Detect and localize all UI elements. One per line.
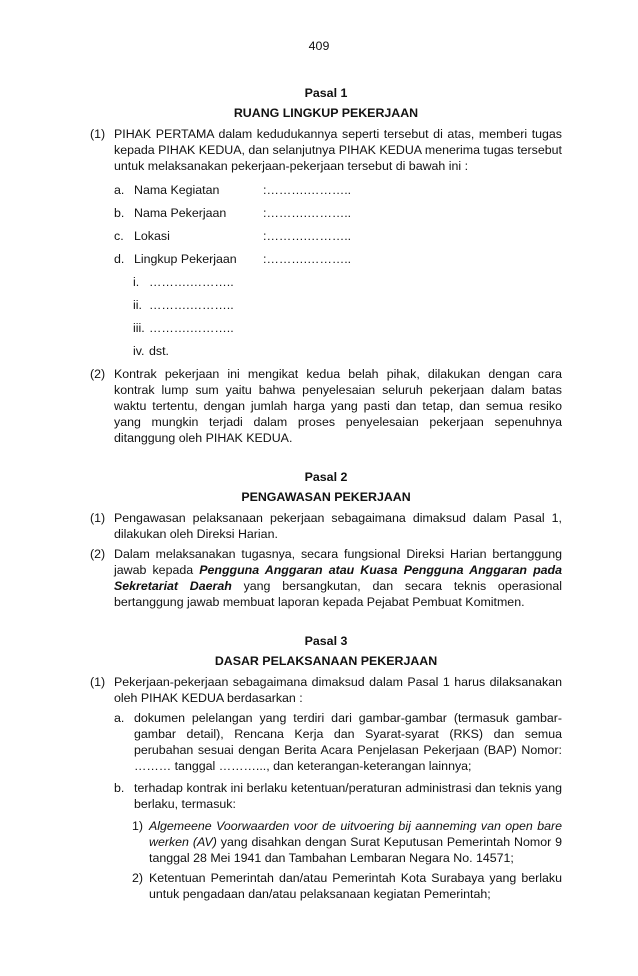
list-item — [90, 205, 562, 221]
paragraph-number: (1) — [90, 127, 106, 141]
paragraph-text: Pekerjaan-pekerjaan sebagaimana dimaksud dalam Pasal 1 harus dilaksanakan oleh PIHAK KEDUA berdasarkan : — [114, 675, 562, 705]
document-body — [90, 85, 562, 906]
list-label: Nama Kegiatan — [134, 183, 220, 197]
pasal-3-heading: Pasal 3 — [304, 634, 348, 648]
sub-list-item — [90, 818, 562, 866]
list-item — [90, 251, 562, 267]
list-text: dokumen pelelangan yang terdiri dari gambar-gambar (termasuk gambar-gambar detail), Rencana Kerja dan Syarat-syarat (RKS) dan semua perubahan sesuai dengan Berita Acara Penjelasan Pekerjaan (BAP) Nomor: ……… tanggal ………..., dan keterangan-keterangan lainnya; — [134, 711, 562, 773]
sub-list-value: ……….……….. — [149, 275, 234, 289]
sub-list-item — [90, 343, 562, 359]
list-mark: a. — [114, 183, 125, 197]
paragraph-text: yang bersangkutan, dan secara teknis operasional bertanggung jawab membuat laporan kepada Pejabat Pembuat Komitmen. — [114, 579, 562, 609]
paragraph-text: Kontrak pekerjaan ini mengikat kedua belah pihak, dilakukan dengan cara kontrak lump sum yaitu bahwa penyelesaian seluruh pekerjaan dalam batas waktu tertentu, dengan jumlah harga yang pasti dan tetap, dan semua resiko yang mungkin terjadi dalam proses penyelesaian pekerjaan sepenuhnya ditanggung oleh PIHAK KEDUA. — [114, 367, 562, 445]
list-label: Nama Pekerjaan — [134, 206, 227, 220]
pasal-2-paragraph-2 — [90, 546, 562, 610]
list-value: :……….……….. — [263, 183, 352, 197]
pasal-3-paragraph-1 — [90, 674, 562, 706]
paragraph-text: PIHAK PERTAMA dalam kedudukannya seperti tersebut di atas, memberi tugas kepada PIHAK KEDUA, dan selanjutnya PIHAK KEDUA menerima tugas tersebut untuk melaksanakan pekerjaan-pekerjaan tersebut di bawah ini : — [114, 127, 562, 173]
list-mark: d. — [114, 252, 125, 266]
pasal-3-title: DASAR PELAKSANAAN PEKERJAAN — [214, 654, 438, 668]
sub-list-value: dst. — [149, 344, 169, 358]
sub-list-mark: i. — [133, 275, 140, 289]
sub-list-text: Ketentuan Pemerintah dan/atau Pemerintah Kota Surabaya yang berlaku untuk pengadaan dan/atau pelaksanaan kegiatan Pemerintah; — [149, 871, 562, 901]
italic-text: Algemeene Voorwaarden voor de uitvoering bij aanneming van open bare werken (AV) — [149, 819, 562, 849]
list-mark: b. — [114, 781, 125, 795]
list-mark: a. — [114, 711, 125, 725]
paragraph-text: Pengawasan pelaksanaan pekerjaan sebagaimana dimaksud dalam Pasal 1, dilakukan oleh Direksi Harian. — [114, 511, 562, 541]
list-value: :……….……….. — [263, 229, 352, 243]
pasal-2-paragraph-1 — [90, 510, 562, 542]
sub-list-item — [90, 320, 562, 336]
list-item — [90, 780, 562, 812]
list-item — [90, 182, 562, 198]
pasal-2-heading: Pasal 2 — [304, 470, 348, 484]
paragraph-number: (2) — [90, 367, 106, 381]
sub-list-mark: 2) — [132, 871, 144, 885]
paragraph-text: Dalam melaksanakan tugasnya, secara fungsional Direksi Harian bertanggung jawab kepada — [114, 547, 562, 577]
emphasis-text: Pengguna Anggaran atau Kuasa Pengguna Anggaran pada Sekretariat Daerah — [114, 563, 562, 593]
list-mark: c. — [114, 229, 124, 243]
pasal-2-title: PENGAWASAN PEKERJAAN — [241, 490, 411, 504]
pasal-1-paragraph-1 — [90, 126, 562, 174]
sub-list-mark: iv. — [133, 344, 145, 358]
paragraph-number: (2) — [90, 547, 106, 561]
paragraph-number: (1) — [90, 675, 106, 689]
sub-list-item — [90, 870, 562, 902]
paragraph-number: (1) — [90, 511, 106, 525]
sub-list-value: ……….……….. — [149, 321, 234, 335]
pasal-1-paragraph-2 — [90, 366, 562, 446]
list-value: :……….……….. — [263, 206, 352, 220]
list-mark: b. — [114, 206, 125, 220]
sub-list-mark: iii. — [133, 321, 145, 335]
list-item — [90, 710, 562, 774]
sub-list-item — [90, 274, 562, 290]
sub-list-item — [90, 297, 562, 313]
list-value: :……….……….. — [263, 252, 352, 266]
page-number: 409 — [308, 39, 330, 53]
list-item — [90, 228, 562, 244]
sub-list-text: yang disahkan dengan Surat Keputusan Pemerintah Nomor 9 tanggal 28 Mei 1941 dan Tambahan Lembaran Negara No. 14571; — [149, 835, 563, 865]
sub-list-mark: 1) — [132, 819, 144, 833]
pasal-1-title: RUANG LINGKUP PEKERJAAN — [233, 106, 419, 120]
list-text: terhadap kontrak ini berlaku ketentuan/peraturan administrasi dan teknis yang berlaku, termasuk: — [134, 781, 562, 811]
sub-list-value: ……….……….. — [149, 298, 234, 312]
pasal-1-heading: Pasal 1 — [304, 86, 348, 100]
list-label: Lingkup Pekerjaan — [134, 252, 237, 266]
list-label: Lokasi — [134, 229, 170, 243]
sub-list-mark: ii. — [133, 298, 142, 312]
